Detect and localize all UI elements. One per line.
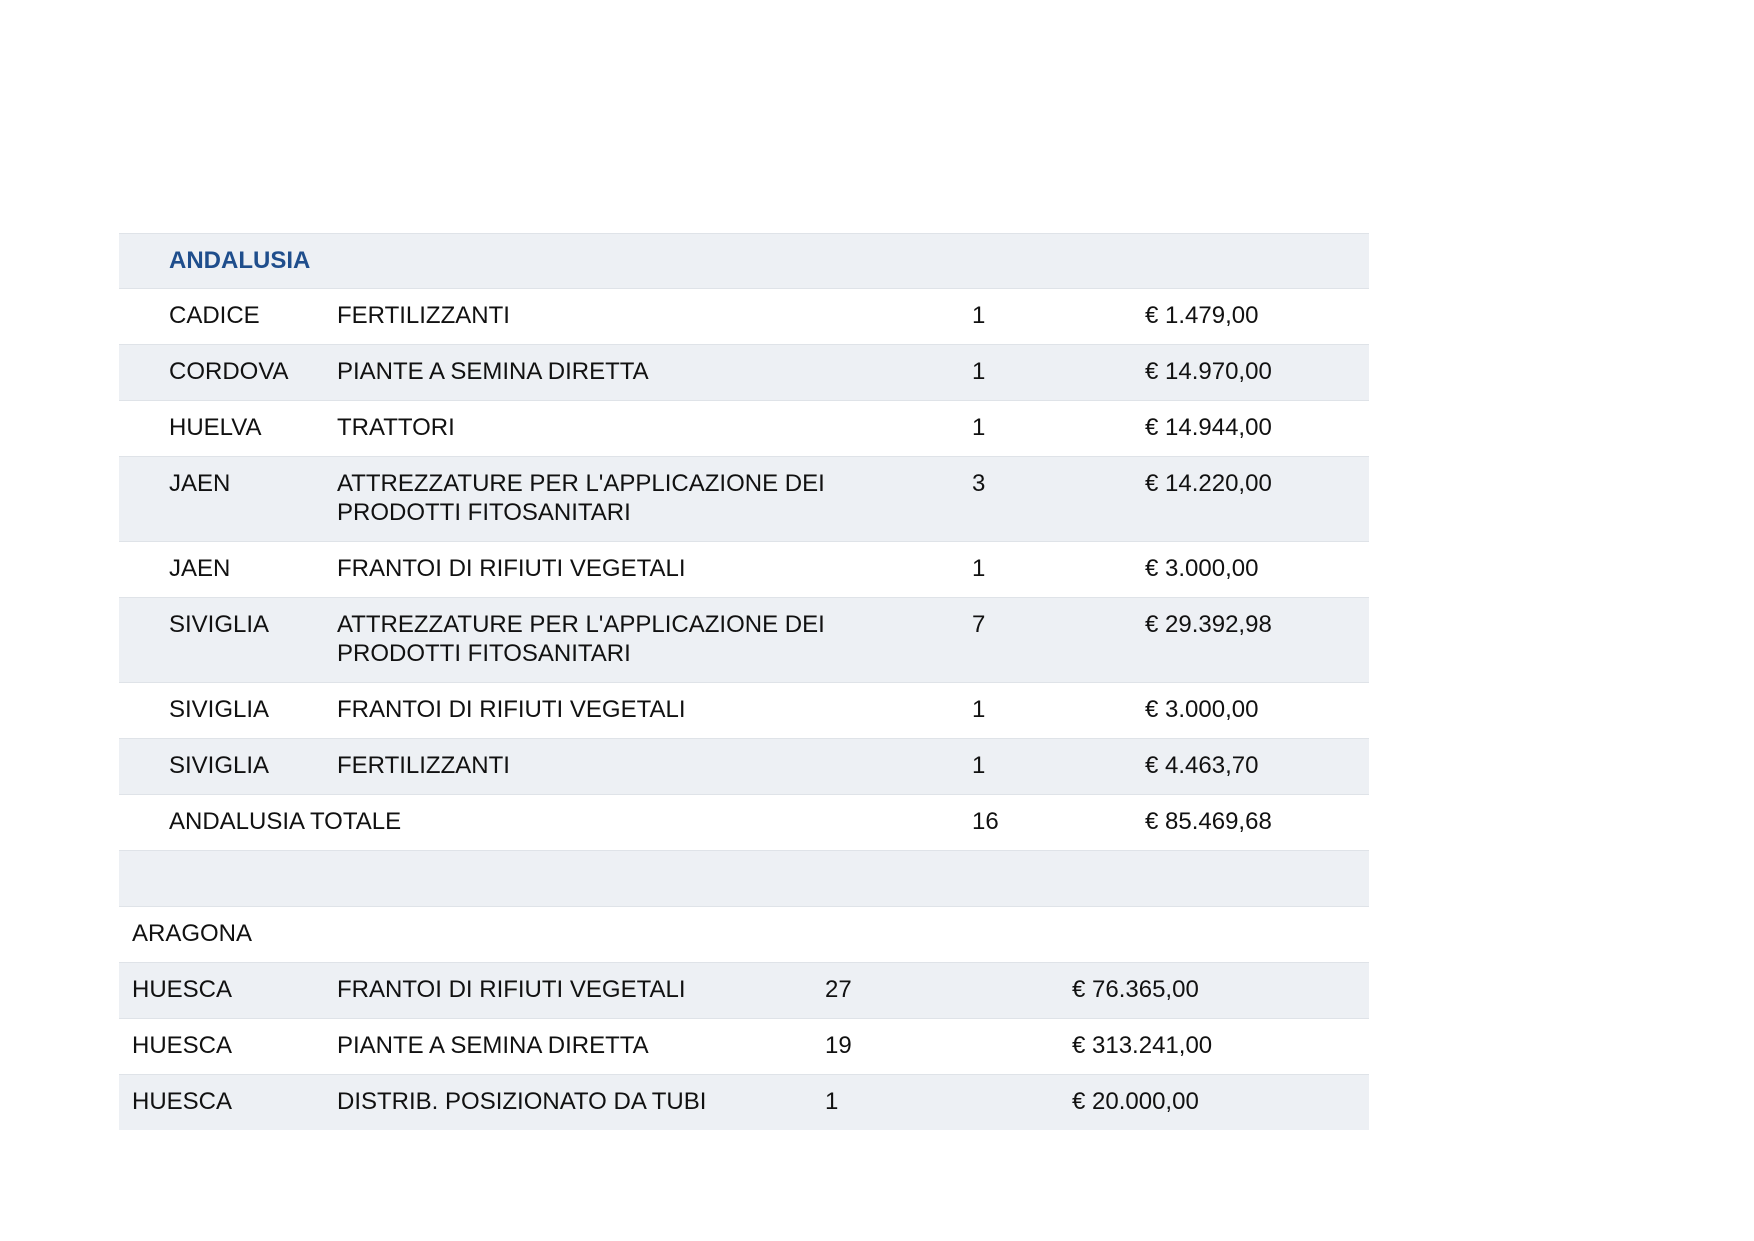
province-cell: CADICE xyxy=(169,302,260,329)
quantity-cell: 1 xyxy=(972,696,986,723)
category-cell: FRANTOI DI RIFIUTI VEGETALI xyxy=(337,555,686,582)
province-cell: HUELVA xyxy=(169,414,262,441)
category-cell: FERTILIZZANTI xyxy=(337,752,510,779)
category-cell: TRATTORI xyxy=(337,414,455,441)
table-row xyxy=(119,683,1369,739)
amount-cell: € 4.463,70 xyxy=(1145,752,1259,779)
province-cell: JAEN xyxy=(169,555,231,582)
amount-cell: € 14.944,00 xyxy=(1145,414,1272,441)
quantity-cell: 1 xyxy=(972,555,986,582)
province-cell: HUESCA xyxy=(132,1032,233,1059)
total-label: ANDALUSIA TOTALE xyxy=(169,808,402,835)
total-quantity: 16 xyxy=(972,808,999,835)
category-cell: ATTREZZATURE PER L'APPLICAZIONE DEI PRODOTTI FITOSANITARI xyxy=(337,470,825,526)
amount-cell: € 3.000,00 xyxy=(1145,696,1259,723)
amount-cell: € 14.220,00 xyxy=(1145,470,1272,497)
amount-cell: € 20.000,00 xyxy=(1072,1088,1199,1115)
table-row xyxy=(119,345,1369,401)
quantity-cell: 7 xyxy=(972,611,986,638)
amount-cell: € 29.392,98 xyxy=(1145,611,1272,638)
quantity-cell: 19 xyxy=(825,1032,852,1059)
section-heading: ARAGONA xyxy=(132,920,253,947)
category-cell: ATTREZZATURE PER L'APPLICAZIONE DEI PRODOTTI FITOSANITARI xyxy=(337,611,825,667)
quantity-cell: 1 xyxy=(972,752,986,779)
table-row xyxy=(119,289,1369,345)
province-cell: CORDOVA xyxy=(169,358,289,385)
table-row xyxy=(119,457,1369,542)
quantity-cell: 1 xyxy=(972,414,986,441)
table-row xyxy=(119,1019,1369,1075)
category-cell: DISTRIB. POSIZIONATO DA TUBI xyxy=(337,1088,707,1115)
province-cell: JAEN xyxy=(169,470,231,497)
province-cell: SIVIGLIA xyxy=(169,752,270,779)
quantity-cell: 1 xyxy=(972,358,986,385)
table-row xyxy=(119,598,1369,683)
table-row xyxy=(119,963,1369,1019)
section-heading-row xyxy=(119,907,1369,963)
quantity-cell: 3 xyxy=(972,470,986,497)
section-heading: ANDALUSIA xyxy=(169,247,311,274)
amount-cell: € 76.365,00 xyxy=(1072,976,1199,1003)
category-cell: FRANTOI DI RIFIUTI VEGETALI xyxy=(337,976,686,1003)
data-table xyxy=(119,233,1369,1130)
quantity-cell: 27 xyxy=(825,976,852,1003)
table-row xyxy=(119,401,1369,457)
province-cell: HUESCA xyxy=(132,976,233,1003)
table-row xyxy=(119,542,1369,598)
table-row xyxy=(119,1075,1369,1130)
section-heading-row xyxy=(119,233,1369,289)
amount-cell: € 313.241,00 xyxy=(1072,1032,1213,1059)
total-amount: € 85.469,68 xyxy=(1145,808,1272,835)
amount-cell: € 1.479,00 xyxy=(1145,302,1259,329)
quantity-cell: 1 xyxy=(972,302,986,329)
category-cell: PIANTE A SEMINA DIRETTA xyxy=(337,358,649,385)
category-cell: FRANTOI DI RIFIUTI VEGETALI xyxy=(337,696,686,723)
category-cell: FERTILIZZANTI xyxy=(337,302,510,329)
province-cell: SIVIGLIA xyxy=(169,696,270,723)
province-cell: HUESCA xyxy=(132,1088,233,1115)
amount-cell: € 14.970,00 xyxy=(1145,358,1272,385)
spacer-row xyxy=(119,851,1369,907)
amount-cell: € 3.000,00 xyxy=(1145,555,1259,582)
category-cell: PIANTE A SEMINA DIRETTA xyxy=(337,1032,649,1059)
table-row xyxy=(119,739,1369,795)
quantity-cell: 1 xyxy=(825,1088,839,1115)
province-cell: SIVIGLIA xyxy=(169,611,270,638)
total-row xyxy=(119,795,1369,851)
